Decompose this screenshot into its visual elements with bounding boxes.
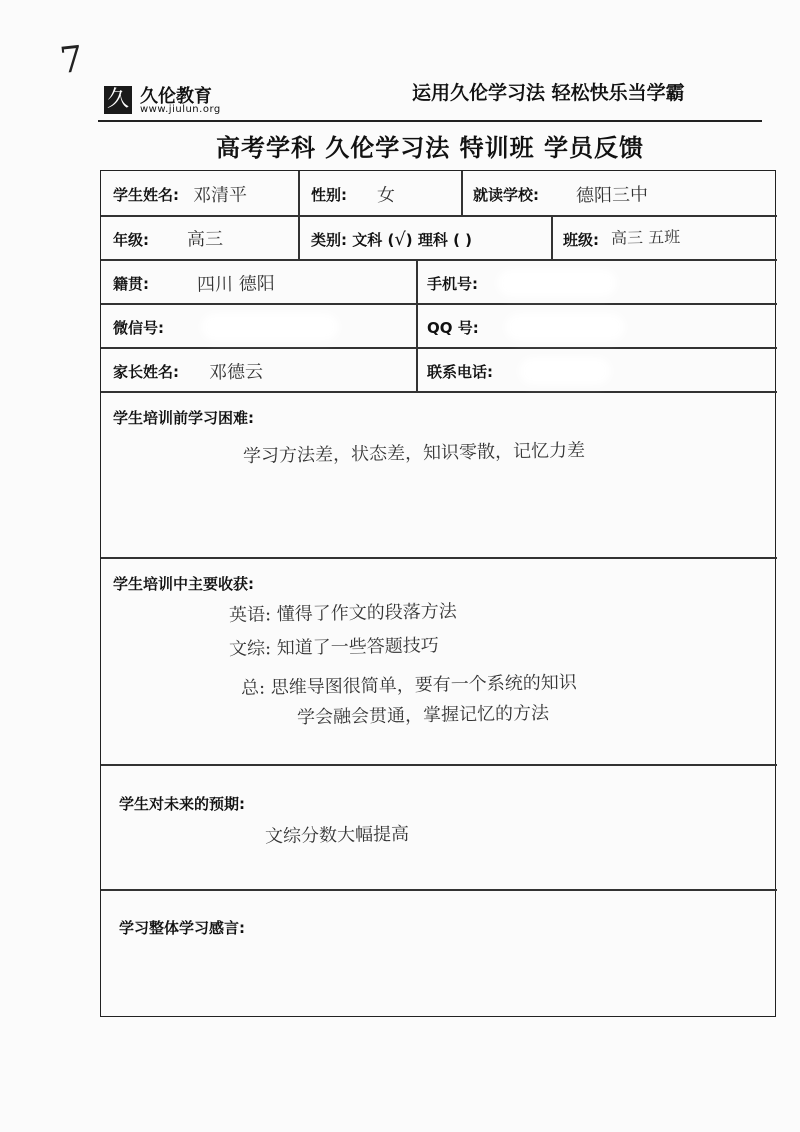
- gender-label: 性别:: [311, 186, 347, 204]
- page-number: 7: [57, 38, 85, 83]
- column-divider: [298, 171, 300, 259]
- phone-label: 手机号:: [427, 275, 478, 293]
- gains-line: 学会融会贯通，掌握记忆的方法: [296, 702, 550, 729]
- expectation-text: 文综分数大幅提高: [264, 823, 410, 848]
- student-name-value: 邓清平: [192, 184, 248, 207]
- class-label: 班级:: [563, 231, 599, 249]
- column-divider: [461, 171, 463, 215]
- redacted-phone: [503, 275, 611, 291]
- category-label: [311, 229, 472, 250]
- class-value: 高三 五班: [610, 227, 681, 248]
- reflection-label: 学习整体学习感言:: [119, 919, 245, 937]
- header-divider: [98, 120, 762, 122]
- gains-line: 英语: 懂得了作文的段落方法: [228, 601, 457, 626]
- parent-name-label: 家长姓名:: [113, 363, 179, 381]
- redacted-contact-phone: [525, 363, 605, 379]
- brand-logo: 久: [104, 86, 132, 114]
- gains-label: 学生培训中主要收获:: [113, 575, 254, 593]
- grade-label: 年级:: [113, 231, 149, 249]
- gains-line: 文综: 知道了一些答题技巧: [228, 635, 439, 660]
- column-divider: [551, 215, 553, 259]
- expectation-label: 学生对未来的预期:: [119, 795, 245, 813]
- parent-name-value: 邓德云: [208, 361, 264, 384]
- row-divider: [101, 391, 777, 393]
- difficulty-label: 学生培训前学习困难:: [113, 409, 254, 427]
- row-divider: [101, 303, 777, 305]
- row-divider: [101, 215, 777, 217]
- wechat-label: 微信号:: [113, 319, 164, 337]
- qq-label: QQ 号:: [427, 319, 479, 337]
- redacted-qq: [511, 319, 619, 335]
- school-label: 就读学校:: [473, 186, 539, 204]
- category-prefix: 类别: 文科 (: [311, 231, 395, 249]
- student-name-label: 学生姓名:: [113, 186, 179, 204]
- difficulty-text: 学习方法差，状态差，知识零散，记忆力差: [242, 440, 586, 467]
- origin-label: 籍贯:: [113, 275, 149, 293]
- category-suffix: ) 理科 ( ): [405, 231, 473, 249]
- row-divider: [101, 347, 777, 349]
- brand-name: 久伦教育: [140, 86, 212, 107]
- school-value: 德阳三中: [575, 184, 649, 207]
- page-title: 高考学科 久伦学习法 特训班 学员反馈: [215, 134, 645, 162]
- redacted-wechat: [207, 319, 333, 335]
- gender-value: 女: [376, 184, 396, 207]
- gains-line: 总: 思维导图很简单，要有一个系统的知识: [240, 672, 577, 699]
- origin-value: 四川 德阳: [196, 273, 275, 296]
- row-divider: [101, 557, 777, 559]
- brand-url: www.jiulun.org: [140, 104, 221, 115]
- contact-phone-label: 联系电话:: [427, 363, 493, 381]
- row-divider: [101, 259, 777, 261]
- category-checkmark: √: [394, 229, 406, 250]
- row-divider: [101, 889, 777, 891]
- feedback-form: [100, 170, 776, 1017]
- slogan: 运用久伦学习法 轻松快乐当学霸: [412, 82, 685, 104]
- grade-value: 高三: [186, 228, 224, 251]
- column-divider: [416, 259, 418, 391]
- row-divider: [101, 764, 777, 766]
